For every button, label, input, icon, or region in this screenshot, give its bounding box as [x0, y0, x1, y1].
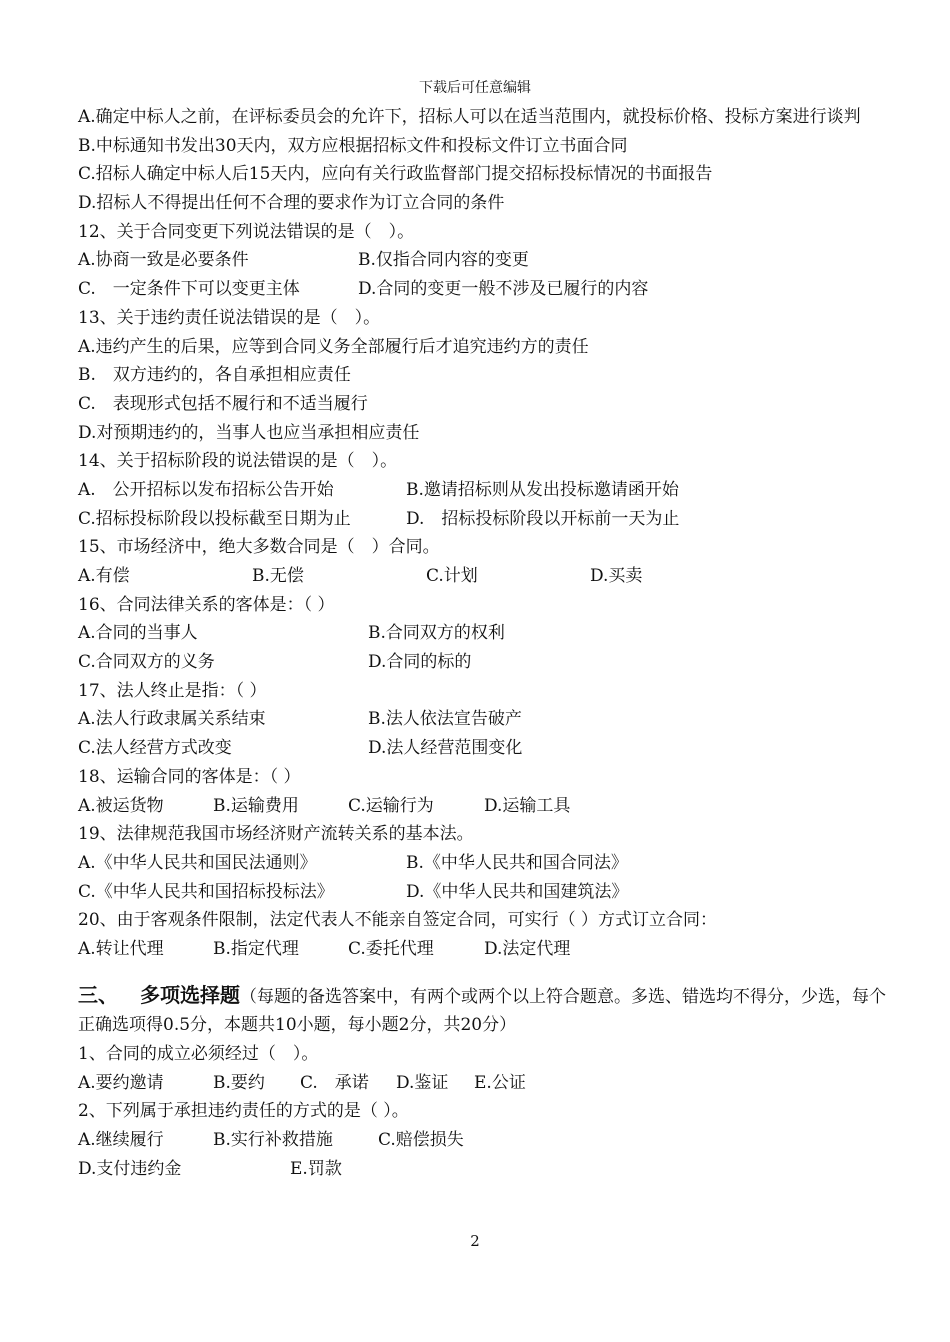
- option-row: [78, 275, 888, 304]
- option-b: B.实行补救措施: [213, 1130, 333, 1151]
- option-c: C.招标投标阶段以投标截至日期为止: [78, 508, 351, 529]
- page-header: 下载后可任意编辑: [419, 80, 531, 96]
- question-stem: 18、运输合同的客体是：（ ）: [78, 766, 301, 787]
- option-d: D.支付违约金: [78, 1158, 182, 1179]
- option-d: D.合同的变更一般不涉及已履行的内容: [358, 279, 649, 300]
- option-b: B.要约: [213, 1072, 265, 1093]
- option-row: [78, 505, 888, 534]
- option-b: B.合同双方的权利: [368, 623, 505, 644]
- question-stem: 19、法律规范我国市场经济财产流转关系的基本法。: [78, 824, 474, 845]
- section-number: 三、: [78, 982, 118, 1007]
- option-text: C.招标人确定中标人后15天内，应向有关行政监督部门提交招标投标情况的书面报告: [78, 164, 713, 185]
- option-c: C. 一定条件下可以变更主体: [78, 279, 300, 300]
- question-stem: 14、关于招标阶段的说法错误的是（ ）。: [78, 451, 398, 472]
- document-body: [78, 103, 888, 1183]
- option-a: A.继续履行: [78, 1130, 164, 1151]
- option-text: D.招标人不得提出任何不合理的要求作为订立合同的条件: [78, 193, 505, 214]
- option-a: A.法人行政隶属关系结束: [78, 709, 266, 730]
- option-text: A.确定中标人之前，在评标委员会的允许下，招标人可以在适当范围内，就投标价格、投标方案进行谈判: [78, 107, 861, 127]
- option-c: C.运输行为: [348, 795, 434, 816]
- option-row: [78, 705, 888, 734]
- option-row: [78, 648, 888, 677]
- option-b: B.邀请招标则从发出投标邀请函开始: [406, 479, 679, 500]
- question-stem: 1、合同的成立必须经过（ ）。: [78, 1044, 319, 1065]
- option-b: B.无偿: [252, 566, 304, 587]
- option-text: B. 双方违约的，各自承担相应责任: [78, 365, 351, 386]
- option-text: C. 表现形式包括不履行和不适当履行: [78, 393, 368, 414]
- option-text: B.中标通知书发出30天内，双方应根据招标文件和投标文件订立书面合同: [78, 135, 628, 156]
- option-a: A. 公开招标以发布招标公告开始: [78, 479, 334, 500]
- option-c: C. 承诺: [300, 1072, 369, 1093]
- option-row: [78, 476, 888, 505]
- option-d: D.鉴证: [396, 1072, 449, 1093]
- option-row: [78, 1069, 888, 1098]
- option-c: C.赔偿损失: [378, 1130, 464, 1151]
- option-row: [78, 734, 888, 763]
- option-d: D.法人经营范围变化: [368, 738, 523, 759]
- option-b: B.运输费用: [213, 795, 299, 816]
- option-row: [78, 935, 888, 964]
- option-d: D.买卖: [590, 566, 643, 587]
- option-row: [78, 562, 888, 591]
- page-number: 2: [470, 1232, 480, 1250]
- option-text: D.对预期违约的，当事人也应当承担相应责任: [78, 422, 420, 443]
- question-stem: 13、关于违约责任说法错误的是（ ）。: [78, 307, 381, 328]
- option-d: D. 招标投标阶段以开标前一天为止: [406, 508, 680, 529]
- option-e: E.公证: [474, 1072, 526, 1093]
- option-a: A.合同的当事人: [78, 623, 198, 644]
- option-a: A.被运货物: [78, 795, 164, 816]
- section-note: （每题的备选答案中，有两个或两个以上符合题意。多选、错选均不得分，少选，每个正确选项得0.5分，本题共10小题，每小题2分，共20分）: [78, 986, 886, 1036]
- option-c: C.计划: [426, 566, 478, 587]
- option-b: B.法人依法宣告破产: [368, 709, 522, 730]
- section-title: 多项选择题: [140, 982, 240, 1007]
- option-row: [78, 849, 888, 878]
- option-d: D.法定代理: [484, 938, 571, 959]
- option-a: A.有偿: [78, 566, 130, 587]
- option-b: B.《中华人民共和国合同法》: [406, 852, 628, 873]
- option-row: [78, 878, 888, 907]
- option-c: C.委托代理: [348, 938, 434, 959]
- option-e: E.罚款: [290, 1158, 342, 1179]
- option-text: A.违约产生的后果，应等到合同义务全部履行后才追究违约方的责任: [78, 336, 589, 357]
- option-d: D.《中华人民共和国建筑法》: [406, 881, 629, 902]
- option-row: [78, 619, 888, 648]
- option-row: [78, 246, 888, 275]
- option-row: [78, 1126, 888, 1155]
- question-stem: 2、下列属于承担违约责任的方式的是（ ）。: [78, 1101, 409, 1122]
- option-d: D.运输工具: [484, 795, 571, 816]
- option-b: B.指定代理: [213, 938, 299, 959]
- question-stem: 15、市场经济中，绝大多数合同是（ ）合同。: [78, 537, 440, 558]
- option-a: A.协商一致是必要条件: [78, 250, 249, 271]
- option-b: B.仅指合同内容的变更: [358, 250, 529, 271]
- question-stem: 20、由于客观条件限制，法定代表人不能亲自签定合同，可实行（ ）方式订立合同：: [78, 910, 718, 931]
- option-d: D.合同的标的: [368, 652, 472, 673]
- option-c: C.《中华人民共和国招标投标法》: [78, 881, 334, 902]
- option-a: A.《中华人民共和国民法通则》: [78, 852, 317, 873]
- option-row: [78, 792, 888, 821]
- option-row: [78, 1155, 888, 1184]
- option-c: C.法人经营方式改变: [78, 738, 232, 759]
- section-heading: [78, 981, 888, 1040]
- question-stem: 12、关于合同变更下列说法错误的是（ ）。: [78, 221, 415, 242]
- question-stem: 17、法人终止是指：（ ）: [78, 680, 267, 701]
- option-a: A.要约邀请: [78, 1072, 164, 1093]
- option-c: C.合同双方的义务: [78, 652, 215, 673]
- option-a: A.转让代理: [78, 938, 164, 959]
- question-stem: 16、合同法律关系的客体是：（ ）: [78, 594, 335, 615]
